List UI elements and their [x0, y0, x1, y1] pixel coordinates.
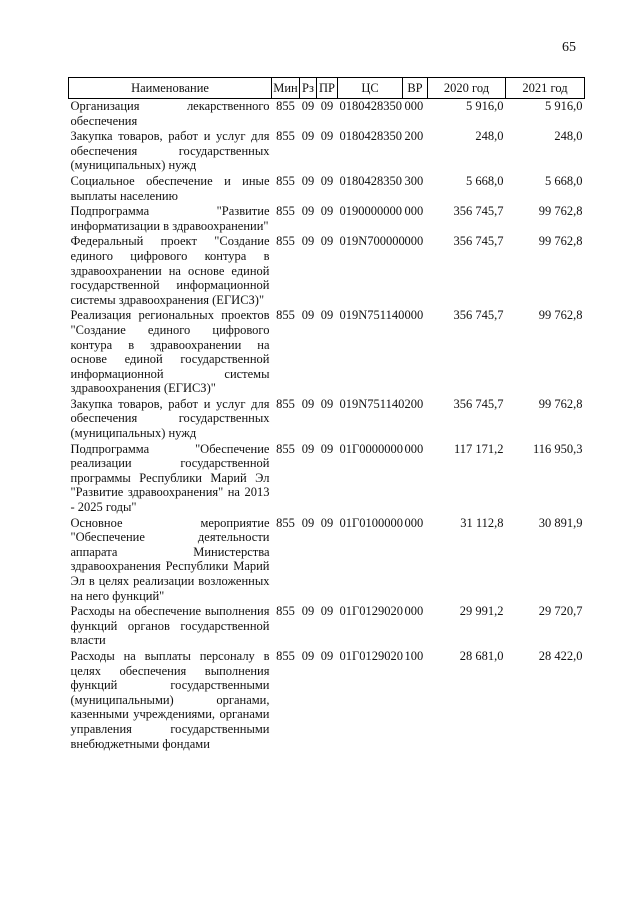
row-vr: 000	[404, 234, 424, 249]
row-cs: 0180428350	[339, 173, 402, 188]
table-header-row	[69, 78, 585, 99]
row-2020: 5 668,0	[466, 173, 504, 188]
row-2020: 29 991,2	[459, 604, 504, 619]
row-vr: 200	[404, 129, 424, 144]
row-cs: 01Г0129020	[339, 648, 403, 663]
row-cs: 0180428350	[339, 129, 402, 144]
row-pr: 09	[320, 99, 334, 113]
row-pr: 09	[320, 234, 334, 249]
table-row	[69, 397, 585, 442]
row-2021: 5 916,0	[545, 99, 583, 113]
row-pr: 09	[320, 515, 334, 530]
row-cs: 019N751140	[339, 308, 405, 323]
row-vr: 000	[404, 604, 424, 619]
row-name: Основное мероприятие "Обеспечение деятельности аппарата Министерства здравоохранения Республики Марий Эл в целях реализации возложенных на него функций"	[70, 515, 270, 603]
row-min: 855	[276, 441, 295, 456]
row-vr: 200	[404, 396, 424, 411]
page-number: 65	[562, 40, 576, 55]
row-vr: 000	[404, 308, 424, 323]
row-name: Подпрограмма "Развитие информатизации в здравоохранении"	[70, 204, 270, 233]
row-min: 855	[276, 99, 295, 113]
row-rz: 09	[301, 604, 315, 619]
row-cs: 01Г0129020	[339, 604, 403, 619]
row-vr: 100	[404, 648, 424, 663]
row-min: 855	[276, 204, 295, 219]
table-row	[69, 129, 585, 174]
row-cs: 019N700000	[339, 234, 405, 249]
row-name: Закупка товаров, работ и услуг для обеспечения государственных (муниципальных) нужд	[70, 129, 270, 173]
row-2021: 99 762,8	[538, 204, 583, 219]
row-2020: 248,0	[475, 129, 504, 144]
table-row	[69, 174, 585, 204]
row-2020: 356 745,7	[453, 204, 504, 219]
row-2021: 99 762,8	[538, 396, 583, 411]
row-name: Расходы на выплаты персоналу в целях обеспечения выполнения функций государственными (муниципальными) органами, казенными учреждениями, органами управления государственными внебюджетными фондами	[70, 648, 270, 751]
row-cs: 019N751140	[339, 396, 405, 411]
table-row	[69, 204, 585, 234]
row-min: 855	[276, 129, 295, 144]
header-rz: Рз	[300, 78, 317, 99]
table-body	[69, 99, 585, 753]
row-min: 855	[276, 308, 295, 323]
table-row	[69, 99, 585, 130]
table-row	[69, 649, 585, 752]
row-pr: 09	[320, 441, 334, 456]
row-vr: 000	[404, 515, 424, 530]
row-2020: 5 916,0	[466, 99, 504, 113]
row-2020: 356 745,7	[453, 234, 504, 249]
row-vr: 300	[404, 173, 424, 188]
row-rz: 09	[301, 396, 315, 411]
row-2020: 356 745,7	[453, 396, 504, 411]
row-cs: 01Г0000000	[339, 441, 403, 456]
row-vr: 000	[404, 99, 424, 113]
row-cs: 01Г0100000	[339, 515, 403, 530]
row-min: 855	[276, 173, 295, 188]
row-cs: 0180428350	[339, 99, 402, 113]
row-name: Федеральный проект "Создание единого цифрового контура в здравоохранении на основе единой государственной информационной системы здравоохранения (ЕГИСЗ)"	[70, 234, 270, 307]
row-pr: 09	[320, 648, 334, 663]
row-name: Расходы на обеспечение выполнения функций органов государственной власти	[70, 604, 270, 648]
row-min: 855	[276, 396, 295, 411]
budget-table	[68, 77, 585, 752]
row-rz: 09	[301, 648, 315, 663]
table-row	[69, 604, 585, 649]
row-name: Социальное обеспечение и иные выплаты населению	[70, 173, 270, 203]
row-name: Реализация региональных проектов "Создание единого цифрового контура в здравоохранении на основе единой государственной информационной системы здравоохранения (ЕГИСЗ)"	[70, 308, 270, 396]
row-rz: 09	[301, 441, 315, 456]
row-2021: 116 950,3	[532, 441, 583, 456]
row-2021: 5 668,0	[545, 173, 583, 188]
header-2021: 2021 год	[506, 78, 585, 99]
row-pr: 09	[320, 396, 334, 411]
row-2020: 31 112,8	[460, 515, 504, 530]
row-name: Закупка товаров, работ и услуг для обеспечения государственных (муниципальных) нужд	[70, 396, 270, 441]
row-2021: 29 720,7	[538, 604, 583, 619]
row-2021: 28 422,0	[538, 648, 583, 663]
row-name: Организация лекарственного обеспечения	[70, 99, 270, 128]
row-2020: 356 745,7	[453, 308, 504, 323]
row-rz: 09	[301, 204, 315, 219]
header-name: Наименование	[69, 78, 272, 99]
row-pr: 09	[320, 308, 334, 323]
row-2021: 30 891,9	[538, 515, 583, 530]
row-pr: 09	[320, 204, 334, 219]
table-row	[69, 308, 585, 397]
row-rz: 09	[301, 515, 315, 530]
row-min: 855	[276, 515, 295, 530]
row-rz: 09	[301, 173, 315, 188]
header-vr: ВР	[403, 78, 428, 99]
table-row	[69, 442, 585, 516]
row-2020: 28 681,0	[459, 648, 504, 663]
row-vr: 000	[404, 441, 424, 456]
row-rz: 09	[301, 99, 315, 113]
row-vr: 000	[404, 204, 424, 219]
row-min: 855	[276, 604, 295, 619]
row-min: 855	[276, 234, 295, 249]
row-rz: 09	[301, 308, 315, 323]
row-2021: 99 762,8	[538, 234, 583, 249]
row-rz: 09	[301, 129, 315, 144]
row-pr: 09	[320, 129, 334, 144]
row-pr: 09	[320, 604, 334, 619]
row-pr: 09	[320, 173, 334, 188]
row-2021: 99 762,8	[538, 308, 583, 323]
table-row	[69, 516, 585, 605]
row-rz: 09	[301, 234, 315, 249]
table-row	[69, 234, 585, 308]
row-min: 855	[276, 648, 295, 663]
header-pr: ПР	[317, 78, 338, 99]
row-2021: 248,0	[554, 129, 583, 144]
header-2020: 2020 год	[428, 78, 506, 99]
row-cs: 0190000000	[339, 204, 402, 219]
row-2020: 117 171,2	[453, 441, 504, 456]
header-cs: ЦС	[338, 78, 403, 99]
row-name: Подпрограмма "Обеспечение реализации государственной программы Республики Марий Эл "Развитие здравоохранения" на 2013 - 2025 годы"	[70, 441, 270, 515]
header-min: Мин	[272, 78, 300, 99]
